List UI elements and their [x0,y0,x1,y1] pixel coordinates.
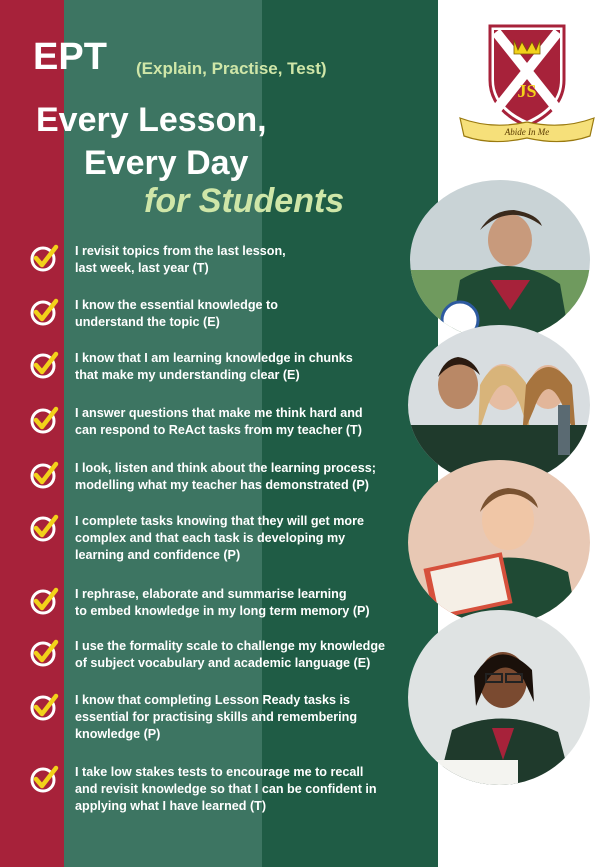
check-tick-icon [30,586,60,616]
check-tick-icon [30,764,60,794]
checklist-item-text [75,297,420,331]
checklist-item-text [75,513,420,564]
crest-motto: Abide In Me [504,127,550,137]
checklist-item-text [75,638,420,672]
checklist-item-line: I know the essential knowledge to [75,298,278,312]
checklist-item-text [75,243,420,277]
check-tick-icon [30,405,60,435]
checklist-item-line: understand the topic (E) [75,315,220,329]
check-tick-icon [30,297,60,327]
checklist-item-line: modelling what my teacher has demonstrated (P) [75,478,369,492]
checklist-item-line: last week, last year (T) [75,261,209,275]
checklist-item-line: knowledge (P) [75,727,161,741]
checklist-item-line: I answer questions that make me think hard and [75,406,363,420]
checklist-item-line: I use the formality scale to challenge my knowledge [75,639,386,653]
checklist-item-text [75,460,420,494]
headline-line-3: for Students [144,182,345,220]
checklist-item-line: I rephrase, elaborate and summarise learning [75,587,347,601]
checklist-item-text [75,692,420,743]
headline-line-1: Every Lesson, [36,101,267,139]
photo-student-writing [408,610,590,785]
check-tick-icon [30,243,60,273]
checklist-item-text [75,764,420,815]
checklist-item-line: applying what I have learned (T) [75,799,267,813]
checklist-item-line: I complete tasks knowing that they will get more [75,514,365,528]
check-tick-icon [30,350,60,380]
check-tick-icon [30,692,60,722]
check-tick-icon [30,638,60,668]
checklist-item-text [75,405,420,439]
check-tick-icon [30,460,60,490]
ept-subtitle: (Explain, Practise, Test) [136,59,327,78]
photo-student-reading [408,460,590,625]
checklist-item-line: I take low stakes tests to encourage me to recall [75,765,364,779]
checklist-item-line: to embed knowledge in my long term memory (P) [75,604,370,618]
checklist-item-line: I know that completing Lesson Ready tasks is [75,693,351,707]
photo-student-sport [410,180,590,340]
checklist-item-line: I know that I am learning knowledge in chunks [75,351,353,365]
checklist-item-line: that make my understanding clear (E) [75,368,300,382]
checklist-item-line: and revisit knowledge so that I can be confident in [75,782,377,796]
checklist-item-line: complex and that each task is developing my [75,531,346,545]
school-crest-logo [452,18,602,153]
checklist-item-line: I look, listen and think about the learning process; [75,461,376,475]
checklist-item-line: learning and confidence (P) [75,548,241,562]
checklist-item-line: essential for practising skills and remembering [75,710,358,724]
check-tick-icon [30,513,60,543]
checklist-item-text [75,350,420,384]
checklist-item-line: of subject vocabulary and academic language (E) [75,656,371,670]
headline-line-2: Every Day [84,144,249,182]
crest-monogram: JS [517,81,537,101]
checklist-item-line: I revisit topics from the last lesson, [75,244,286,258]
checklist-item-line: can respond to ReAct tasks from my teacher (T) [75,423,362,437]
checklist-item-text [75,586,420,620]
ept-title: EPT [33,36,107,78]
